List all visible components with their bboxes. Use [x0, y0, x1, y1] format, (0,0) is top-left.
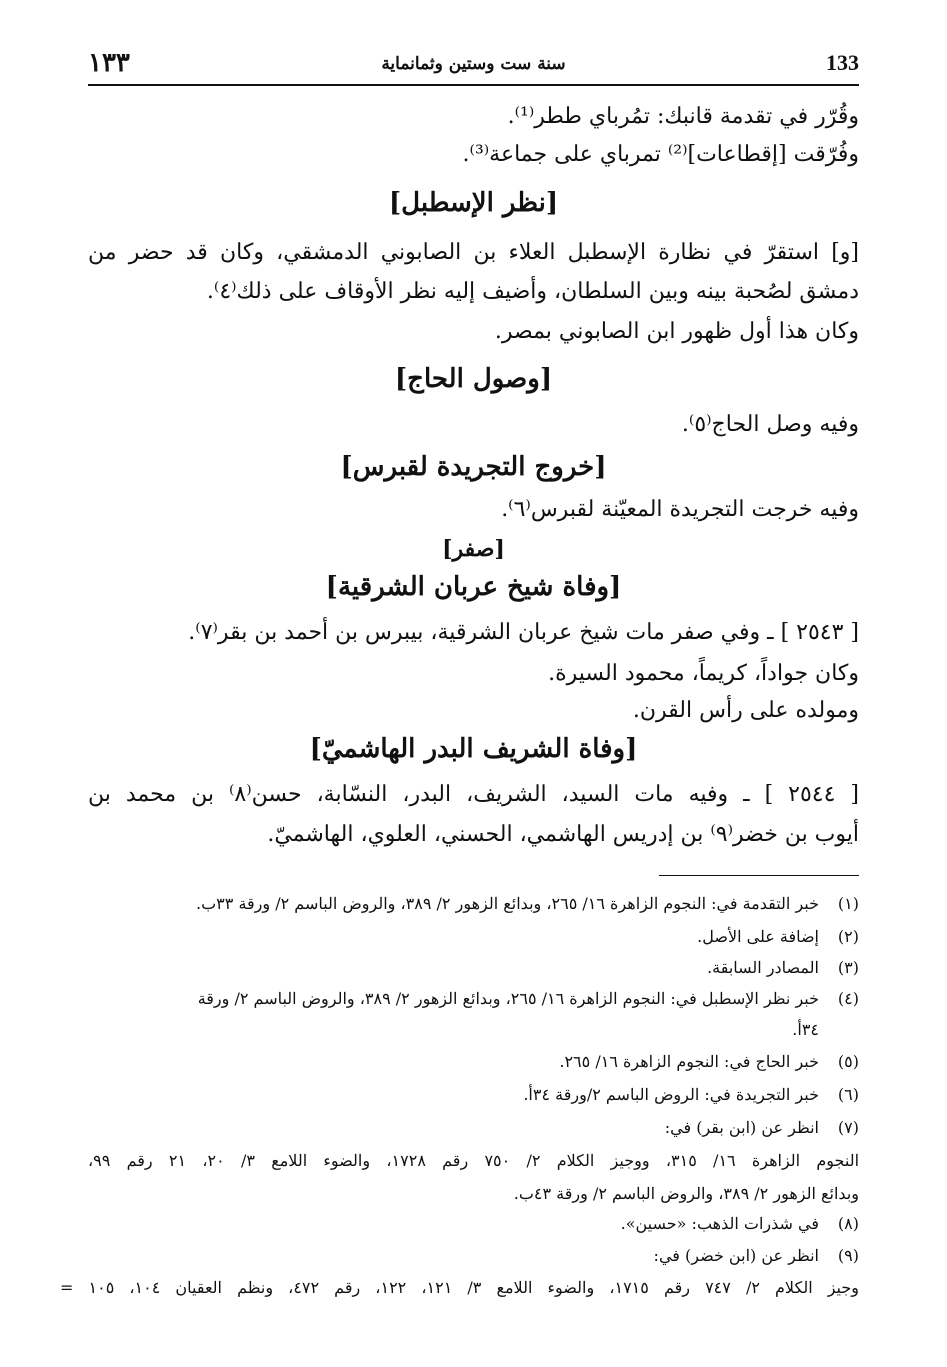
body-line-3: [و] استقرّ في نظارة الإسطبل العلاء بن الصابوني الدمشقي، وكان قد حضر من [88, 240, 859, 265]
body-line-2: وفُرّقت [إقطاعات]⁽²⁾ تمرباي على جماعة⁽³⁾. [462, 142, 859, 167]
body-line-8: [ ٢٥٤٣ ] ـ وفي صفر مات شيخ عربان الشرقية، بيبرس بن أحمد بن بقر⁽٧⁾. [188, 620, 859, 645]
footnote-7-line-2: النجوم الزاهرة ١٦/ ٣١٥، ووجيز الكلام ٢/ ٧٥٠ رقم ١٧٢٨، والضوء اللامع ٣/ ٢٠، ٢١ رقم ٩٩، [88, 1151, 860, 1170]
page-number-latin: 133 [826, 50, 859, 75]
month-subheading: [صفر] [442, 536, 505, 562]
footnote-4 [88, 989, 859, 1008]
footnote-text: خبر التجريدة في: الروض الباسم ٢/ورقة ٣٤أ. [523, 1085, 819, 1104]
body-line-7: وفيه خرجت التجريدة المعيّنة لقبرس⁽٦⁾. [501, 497, 859, 522]
footnote-number: (٥) [837, 1052, 859, 1071]
body-line-10: ومولده على رأس القرن. [632, 698, 859, 723]
footnote-text: انظر عن (ابن بقر) في: [664, 1118, 819, 1137]
footnote-4-continued: ٣٤أ. [792, 1020, 819, 1039]
section-heading-sheikh-death: [وفاة شيخ عربان الشرقية] [325, 572, 622, 602]
body-line-6: وفيه وصل الحاج⁽٥⁾. [681, 412, 859, 437]
section-heading-pilgrims: [وصول الحاج] [394, 364, 553, 394]
footnote-number: (٩) [837, 1246, 859, 1265]
footnote-text: انظر عن (ابن خضر) في: [653, 1246, 819, 1265]
footnote-9-line-2: وجيز الكلام ٢/ ٧٤٧ رقم ١٧١٥، والضوء اللامع ٣/ ١٢١، ١٢٢، رقم ٤٧٢، ونظم العقيان ١٠٤، ١٠٥ = [60, 1278, 860, 1297]
footnote-number: (٤) [837, 989, 859, 1008]
running-header [88, 46, 859, 86]
footnote-8 [88, 1214, 859, 1233]
footnote-text: خبر الحاج في: النجوم الزاهرة ١٦/ ٢٦٥. [559, 1052, 819, 1071]
footnote-text: خبر التقدمة في: النجوم الزاهرة ١٦/ ٢٦٥، وبدائع الزهور ٢/ ٣٨٩، والروض الباسم ٢/ ورقة ٣٣ب. [196, 894, 819, 913]
footnote-text: المصادر السابقة. [707, 958, 819, 977]
footnote-number: (٣) [837, 958, 859, 977]
body-line-1: وقُرّر في تقدمة قانبك: تمُرباي ططر⁽¹⁾. [507, 104, 859, 129]
footnote-7-line-3: وبدائع الزهور ٢/ ٣٨٩، والروض الباسم ٢/ ورقة ٤٣ب. [513, 1184, 859, 1203]
body-line-11: [ ٢٥٤٤ ] ـ وفيه مات السيد، الشريف، البدر، النسّابة، حسن⁽٨⁾ بن محمد بن [88, 782, 859, 807]
footnote-7 [88, 1118, 859, 1137]
footnote-text: خبر نظر الإسطبل في: النجوم الزاهرة ١٦/ ٢٦٥، وبدائع الزهور ٢/ ٣٨٩، والروض الباسم ٢/ ورقة [197, 989, 819, 1008]
footnote-2 [88, 927, 859, 946]
footnote-6 [88, 1085, 859, 1104]
footnote-number: (٢) [837, 927, 859, 946]
section-heading-sharif-death: [وفاة الشريف البدر الهاشميّ] [309, 734, 638, 764]
footnote-number: (١) [837, 894, 859, 913]
body-line-12: أيوب بن خضر⁽٩⁾ بن إدريس الهاشمي، الحسني، العلوي، الهاشميّ. [267, 822, 859, 847]
footnote-number: (٧) [837, 1118, 859, 1137]
footnote-3 [88, 958, 859, 977]
footnote-separator [659, 875, 859, 876]
page-number-arabic: ١٣٣ [88, 48, 130, 78]
footnote-number: (٨) [837, 1214, 859, 1233]
footnote-1 [88, 894, 859, 913]
footnote-text: إضافة على الأصل. [697, 927, 819, 946]
footnote-9 [88, 1246, 859, 1265]
footnote-text: في شذرات الذهب: «حسين». [620, 1214, 819, 1233]
footnote-5 [88, 1052, 859, 1071]
body-line-5: وكان هذا أول ظهور ابن الصابوني بمصر. [494, 319, 859, 344]
running-title: سنة ست وستين وثمانماية [381, 54, 566, 74]
body-line-9: وكان جواداً، كريماً، محمود السيرة. [548, 661, 859, 686]
body-line-4: دمشق لصُحبة بينه وبين السلطان، وأضيف إليه نظر الأوقاف على ذلك⁽٤⁾. [206, 279, 859, 304]
section-heading-stable: [نظر الإسطبل] [388, 188, 559, 218]
footnote-number: (٦) [837, 1085, 859, 1104]
section-heading-expedition: [خروج التجريدة لقبرس] [340, 452, 607, 482]
